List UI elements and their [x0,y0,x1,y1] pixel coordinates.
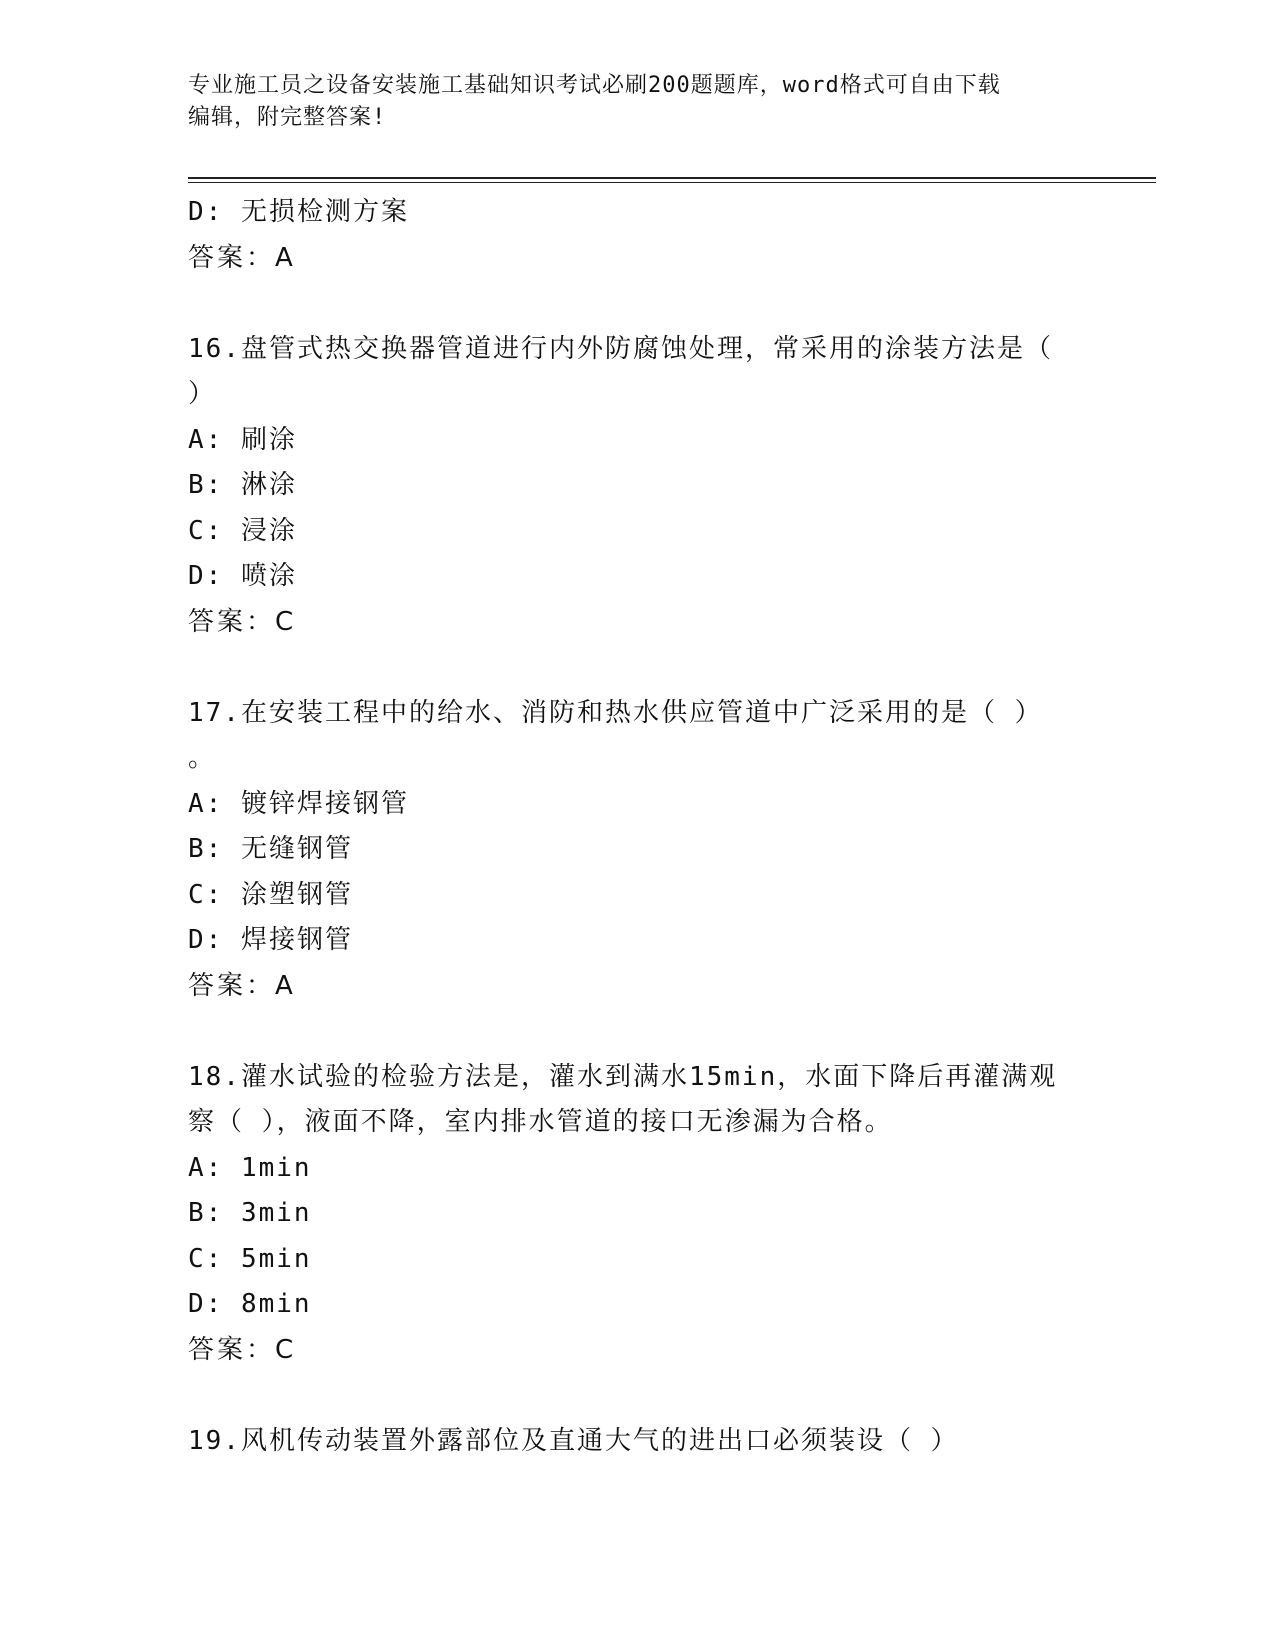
q17-option-c: C: 涂塑钢管 [188,879,353,910]
q15-answer: 答案：A [188,242,296,273]
header-divider [188,177,1156,179]
spacer [188,1373,1088,1419]
q17-answer: 答案：A [188,970,296,1001]
q16-option-b: B: 淋涂 [188,470,297,500]
q17-stem-line2: 。 [188,743,217,773]
q16-option-c: C: 浸涂 [188,515,297,546]
q19-stem-line1: 19.风机传动装置外露部位及直通大气的进出口必须装设（ ） [188,1425,959,1456]
spacer [188,281,1088,327]
q18-stem-line1: 18.灌水试验的检验方法是，灌水到满水15min，水面下降后再灌满观 [188,1061,1058,1092]
q17-option-a: A: 镀锌焊接钢管 [188,788,409,819]
q16-stem-line2: ） [188,379,217,409]
q18-option-a: A: 1min [188,1152,312,1183]
q16-option-d: D: 喷涂 [188,561,297,591]
q15-option-d: D: 无损检测方案 [188,197,409,227]
header-title-line1: 专业施工员之设备安装施工基础知识考试必刷200题题库，word格式可自由下载 [188,73,1001,98]
q17-option-d: D: 焊接钢管 [188,925,353,955]
q18-answer: 答案：C [188,1334,297,1365]
document-header [188,70,1088,134]
spacer [188,645,1088,691]
header-title-line2: 编辑，附完整答案! [188,105,387,130]
q17-stem-line1: 17.在安装工程中的给水、消防和热水供应管道中广泛采用的是（ ） [188,697,1043,728]
q16-option-a: A: 刷涂 [188,424,297,455]
header-divider-thin [188,182,1156,183]
q18-stem-line2: 察（ ），液面不降，室内排水管道的接口无渗漏为合格。 [188,1107,893,1137]
q18-option-d: D: 8min [188,1289,312,1319]
spacer [188,1009,1088,1055]
q17-option-b: B: 无缝钢管 [188,834,353,864]
q16-stem-line1: 16.盘管式热交换器管道进行内外防腐蚀处理，常采用的涂装方法是（ [188,333,1053,364]
q16-answer: 答案：C [188,606,297,637]
q18-option-b: B: 3min [188,1198,312,1228]
q18-option-c: C: 5min [188,1243,312,1274]
question-list [188,190,1088,1464]
